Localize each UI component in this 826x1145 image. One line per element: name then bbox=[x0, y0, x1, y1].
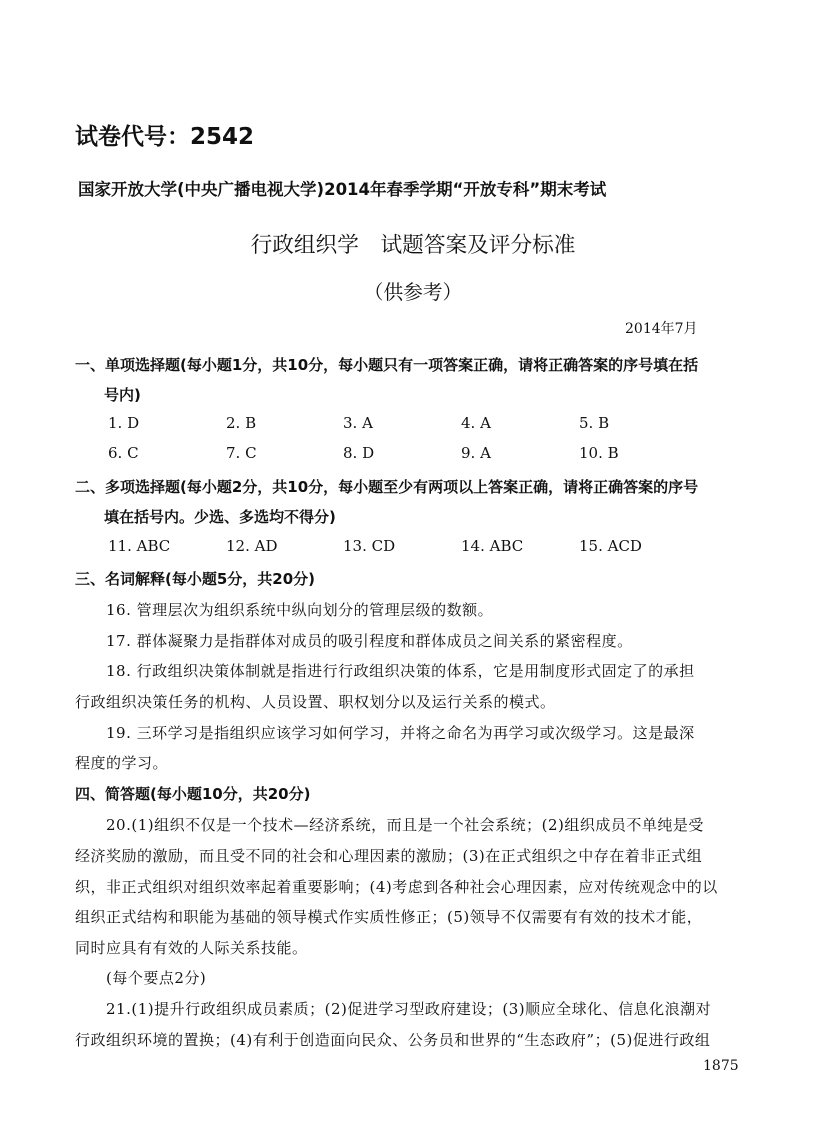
section2-heading-line1: 二、多项选择题(每小题2分，共10分，每小题至少有两项以上答案正确，请将正确答案的序号 bbox=[75, 478, 699, 496]
section4-heading: 四、简答题(每小题10分，共20分) bbox=[75, 785, 311, 803]
section2-heading-line2: 填在括号内。少选、多选均不得分) bbox=[104, 508, 336, 526]
course-title: 行政组织学 试题答案及评分标准 bbox=[250, 233, 576, 258]
answer-1: 1. D bbox=[108, 414, 140, 432]
answer-20-score-note: (每个要点2分) bbox=[106, 969, 207, 987]
answer-20-line2: 经济奖励的激励，而且受不同的社会和心理因素的激励；(3)在正式组织之中存在着非正式组 bbox=[75, 847, 703, 865]
answer-14: 14. ABC bbox=[461, 537, 524, 555]
answer-15: 15. ACD bbox=[579, 537, 642, 555]
answer-11: 11. ABC bbox=[108, 537, 171, 555]
section1-heading-line2: 号内) bbox=[104, 386, 141, 404]
answer-7: 7. C bbox=[226, 444, 257, 462]
answer-6: 6. C bbox=[108, 444, 139, 462]
section3-heading: 三、名词解释(每小题5分，共20分) bbox=[75, 570, 316, 588]
page-number: 1875 bbox=[703, 1058, 739, 1074]
section1-heading-line1: 一、单项选择题(每小题1分，共10分，每小题只有一项答案正确，请将正确答案的序号填在括 bbox=[75, 356, 699, 374]
answer-18-line1: 18. 行政组织决策体制就是指进行行政组织决策的体系，它是用制度形式固定了的承担 bbox=[106, 662, 695, 680]
answer-4: 4. A bbox=[461, 414, 491, 432]
answer-18-line2: 行政组织决策任务的机构、人员设置、职权划分以及运行关系的模式。 bbox=[75, 693, 556, 711]
answer-21-line1: 21.(1)提升行政组织成员素质；(2)促进学习型政府建设；(3)顺应全球化、信息化浪潮对 bbox=[106, 1000, 712, 1018]
answer-16: 16. 管理层次为组织系统中纵向划分的管理层级的数额。 bbox=[106, 601, 494, 619]
answer-20-line1: 20.(1)组织不仅是一个技术—经济系统，而且是一个社会系统；(2)组织成员不单纯是受 bbox=[106, 816, 704, 834]
answer-17: 17. 群体凝聚力是指群体对成员的吸引程度和群体成员之间关系的紧密程度。 bbox=[106, 632, 633, 650]
answer-21-line2: 行政组织环境的置换；(4)有利于创造面向民众、公务员和世界的“生态政府”；(5)促进行政组 bbox=[75, 1031, 711, 1049]
reference-note: （供参考） bbox=[363, 281, 463, 304]
exam-date: 2014年7月 bbox=[625, 321, 698, 337]
answer-19-line1: 19. 三环学习是指组织应该学习如何学习，并将之命名为再学习或次级学习。这是最深 bbox=[106, 724, 695, 742]
answer-20-line3: 织，非正式组织对组织效率起着重要影响；(4)考虑到各种社会心理因素，应对传统观念中的以 bbox=[75, 878, 718, 896]
answer-12: 12. AD bbox=[226, 537, 278, 555]
answer-5: 5. B bbox=[579, 414, 610, 432]
answer-8: 8. D bbox=[343, 444, 375, 462]
answer-13: 13. CD bbox=[343, 537, 396, 555]
paper-code: 试卷代号：2542 bbox=[75, 124, 255, 150]
answer-3: 3. A bbox=[343, 414, 373, 432]
answer-19-line2: 程度的学习。 bbox=[75, 754, 169, 772]
answer-20-line4: 组织正式结构和职能为基础的领导模式作实质性修正；(5)领导不仅需要有有效的技术才能， bbox=[75, 908, 703, 926]
answer-2: 2. B bbox=[226, 414, 257, 432]
exam-title: 国家开放大学(中央广播电视大学)2014年春季学期“开放专科”期末考试 bbox=[78, 180, 607, 199]
answer-10: 10. B bbox=[579, 444, 619, 462]
answer-20-line5: 同时应具有有效的人际关系技能。 bbox=[75, 939, 308, 957]
answer-9: 9. A bbox=[461, 444, 491, 462]
